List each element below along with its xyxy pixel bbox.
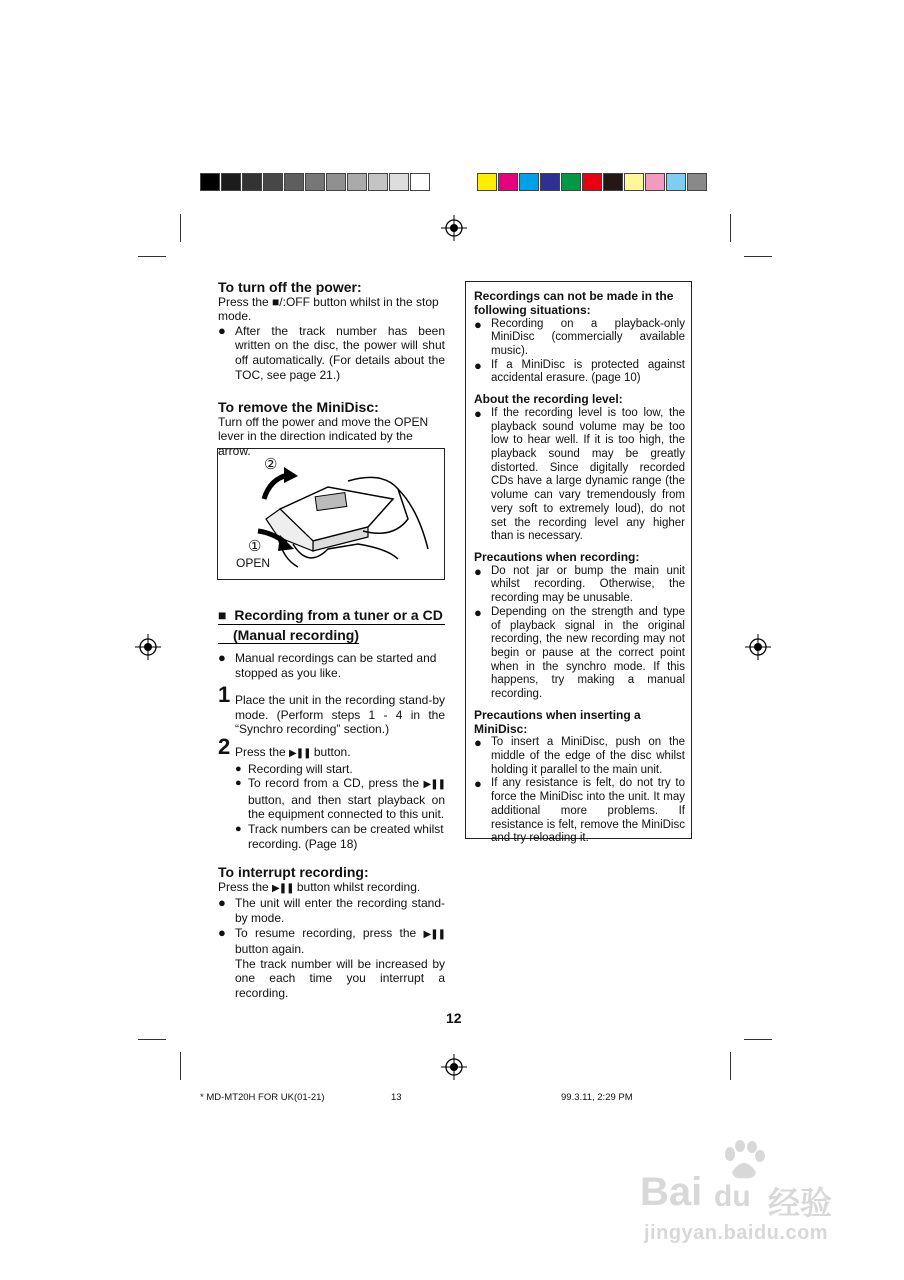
- gray-swatch-8: [368, 173, 388, 191]
- notes-heading-1: Recordings can not be made in the following situations:: [474, 289, 674, 317]
- notes-4-bullet-1-text: To insert a MiniDisc, push on the middle of the edge of the disc whilst holding it parallel to the main unit.: [491, 736, 685, 776]
- interrupt-bullet-1: [218, 896, 445, 925]
- notes-heading-3: Precautions when recording:: [474, 549, 640, 564]
- color-swatch-0: [477, 173, 497, 191]
- step-2-sub-2-post: button, and then start playback on the equipment connected to this unit.: [248, 792, 445, 822]
- bullet-icon: ●: [235, 762, 242, 775]
- left-column: [218, 280, 445, 459]
- gray-scale-bar: [200, 173, 431, 193]
- crop-mark: [730, 214, 731, 242]
- crop-mark: [730, 1052, 731, 1080]
- step-2-pre: Press the: [235, 744, 286, 759]
- page-number: 12: [446, 1010, 462, 1026]
- left-column-lower: [218, 651, 445, 1000]
- notes-box: [465, 281, 692, 845]
- interrupt-bullet-1-text: The unit will enter the recording stand-by mode.: [235, 896, 445, 925]
- color-swatch-5: [582, 173, 602, 191]
- notes-3-bullet-2: [474, 606, 685, 702]
- step-1-text: Place the unit in the recording stand-by mode. (Perform steps 1 - 4 in the “Synchro recording” section.): [235, 693, 445, 737]
- open-lever-figure: [217, 448, 445, 580]
- crop-mark: [744, 1039, 772, 1040]
- notes-1-bullet-2-text: If a MiniDisc is protected against accidental erasure. (page 10): [491, 358, 685, 385]
- gray-swatch-6: [326, 173, 346, 191]
- interrupt-bullet-2-pre: To resume recording, press the: [235, 925, 417, 940]
- footer-left: * MD-MT20H FOR UK(01-21): [200, 1092, 325, 1103]
- crop-mark: [180, 1052, 181, 1080]
- manual-bullet: [218, 651, 445, 680]
- crop-mark: [180, 214, 181, 242]
- gray-swatch-3: [263, 173, 283, 191]
- notes-1-bullet-2: [474, 359, 685, 386]
- gray-swatch-7: [347, 173, 367, 191]
- section-title-1: Recording from a tuner or a CD: [234, 607, 443, 623]
- figure-num-2: ②: [264, 456, 278, 473]
- crop-mark: [744, 256, 772, 257]
- interrupt-pre: Press the: [218, 879, 269, 894]
- baidu-watermark: [640, 1140, 860, 1250]
- crop-mark: [138, 256, 166, 257]
- step-1: [218, 682, 445, 737]
- interrupt-post: button whilst recording.: [296, 879, 421, 894]
- footer-center: 13: [391, 1092, 402, 1103]
- watermark-url: jingyan.baidu.com: [644, 1222, 829, 1244]
- step-2-number: 2: [218, 733, 231, 759]
- figure-open-label: OPEN: [236, 556, 271, 570]
- notes-4-bullet-1: [474, 736, 685, 777]
- watermark-brand2: du: [714, 1180, 751, 1213]
- gray-swatch-1: [221, 173, 241, 191]
- bullet-icon: ●: [474, 563, 482, 579]
- notes-4-bullet-2: [474, 777, 685, 846]
- registration-mark-icon: [441, 215, 467, 241]
- color-swatch-8: [645, 173, 665, 191]
- step-2-sub-3-text: Track numbers can be created whilst recording. (Page 18): [248, 821, 444, 851]
- bullet-icon: ●: [474, 604, 482, 620]
- play-pause-icon: ▶❚❚: [289, 747, 311, 759]
- gray-swatch-10: [410, 173, 430, 191]
- play-pause-icon: ▶❚❚: [423, 928, 445, 940]
- notes-3-bullet-2-text: Depending on the strength and type of playback signal in the original recording, the new recording may not begin or pause at the correct point when in the synchro mode. If this happens, try making a manual recording.: [491, 605, 685, 701]
- step-2-sub-3: [235, 822, 445, 851]
- gray-swatch-5: [305, 173, 325, 191]
- color-scale-bar: [477, 173, 708, 193]
- notes-1-bullet-1: [474, 318, 685, 359]
- figure-num-1: ①: [248, 538, 262, 555]
- color-swatch-3: [540, 173, 560, 191]
- bullet-icon: ●: [474, 735, 482, 751]
- registration-mark-icon: [745, 634, 771, 660]
- watermark-brand: Bai: [640, 1170, 703, 1214]
- step-2-sub-1-text: Recording will start.: [248, 761, 353, 776]
- bullet-icon: ●: [474, 405, 482, 421]
- step-2-post: button.: [313, 744, 351, 759]
- remove-text: Turn off the power and move the OPEN lever in the direction indicated by the arrow.: [218, 414, 429, 458]
- section-title-2: (Manual recording): [218, 627, 359, 644]
- power-bullet: [218, 324, 445, 382]
- gray-swatch-4: [284, 173, 304, 191]
- bullet-icon: ●: [218, 895, 226, 911]
- manual-bullet-text: Manual recordings can be started and stopped as you like.: [235, 651, 437, 680]
- crop-mark: [138, 1039, 166, 1040]
- notes-heading-2: About the recording level:: [474, 392, 623, 407]
- power-title: To turn off the power:: [218, 279, 362, 295]
- registration-mark-icon: [135, 634, 161, 660]
- interrupt-bullet-2-post: button again.: [235, 942, 305, 957]
- play-pause-icon: ▶❚❚: [272, 882, 294, 894]
- bullet-icon: ●: [235, 822, 242, 835]
- color-swatch-9: [666, 173, 686, 191]
- color-swatch-10: [687, 173, 707, 191]
- step-2: [218, 733, 445, 851]
- interrupt-title: To interrupt recording:: [218, 864, 369, 881]
- color-swatch-1: [498, 173, 518, 191]
- interrupt-text: [218, 880, 445, 897]
- watermark-cn: 经验: [768, 1185, 833, 1221]
- step-1-number: 1: [218, 682, 231, 708]
- color-swatch-4: [561, 173, 581, 191]
- step-2-sub-2: [235, 776, 445, 822]
- notes-1-bullet-1-text: Recording on a playback-only MiniDisc (commercially available music).: [491, 317, 685, 357]
- bullet-icon: ●: [218, 924, 226, 940]
- color-swatch-6: [603, 173, 623, 191]
- notes-4-bullet-2-text: If any resistance is felt, do not try to force the MiniDisc into the unit. It may additional more problems. If resistance is felt, remove the MiniDisc and try reloading it.: [491, 777, 685, 845]
- section-square-icon: ■: [218, 607, 227, 623]
- footer-right: 99.3.11, 2:29 PM: [561, 1092, 633, 1103]
- color-swatch-2: [519, 173, 539, 191]
- gray-swatch-2: [242, 173, 262, 191]
- step-2-sub-1: [235, 762, 445, 777]
- notes-heading-4: Precautions when inserting a MiniDisc:: [474, 707, 641, 736]
- paw-logo-icon: [720, 1140, 766, 1180]
- step-2-sub-2-pre: To record from a CD, press the: [248, 776, 420, 791]
- bullet-icon: ●: [218, 650, 226, 665]
- bullet-icon: ●: [474, 357, 482, 373]
- bullet-icon: ●: [474, 776, 482, 792]
- section-heading: [218, 607, 445, 645]
- notes-2-bullet-1-text: If the recording level is too low, the playback sound volume may be too low to hear well. If it is too high, the playback sound may be greatly distorted. Since digitally recorded CDs have a large dynamic range (the volume can vary tremendously from very soft to extremely loud), do not set the recording level any higher than is necessary.: [491, 406, 685, 543]
- registration-mark-icon: [441, 1054, 467, 1080]
- remove-title: To remove the MiniDisc:: [218, 399, 379, 416]
- power-bullet-text: After the track number has been written on the disc, the power will shut off automatically. (For details about the TOC, see page 21.): [235, 323, 445, 382]
- bullet-icon: ●: [218, 322, 226, 338]
- power-text: Press the ■/:OFF button whilst in the stop mode.: [218, 294, 439, 324]
- interrupt-bullet-2-more: The track number will be increased by one each time you interrupt a recording.: [235, 956, 445, 1000]
- color-swatch-7: [624, 173, 644, 191]
- gray-swatch-9: [389, 173, 409, 191]
- bullet-icon: ●: [235, 777, 242, 790]
- gray-swatch-0: [200, 173, 220, 191]
- notes-3-bullet-1: [474, 565, 685, 606]
- bullet-icon: ●: [474, 316, 482, 332]
- notes-3-bullet-1-text: Do not jar or bump the main unit whilst recording. Otherwise, the recording may be unusable.: [491, 564, 685, 605]
- notes-2-bullet-1: [474, 407, 685, 544]
- play-pause-icon: ▶❚❚: [423, 779, 445, 791]
- interrupt-bullet-2: [218, 926, 445, 1001]
